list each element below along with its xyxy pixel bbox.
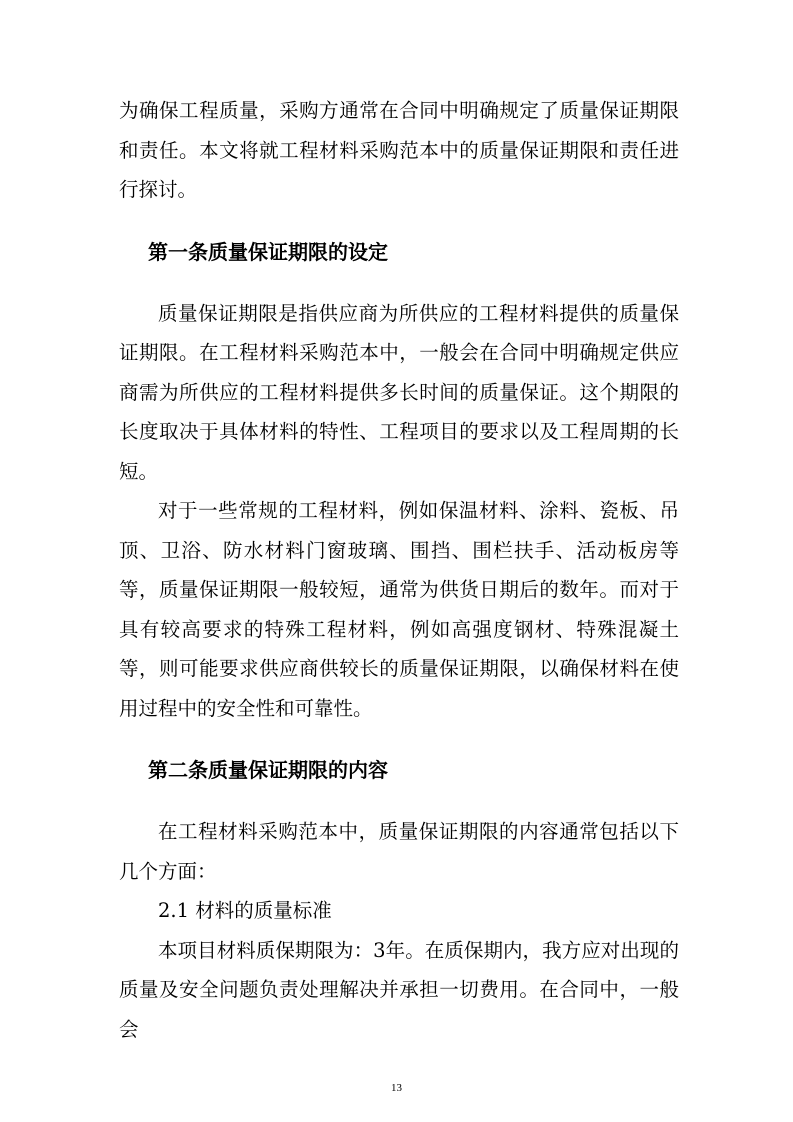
- section-heading-2: 第二条质量保证期限的内容: [148, 758, 388, 782]
- document-body: [119, 91, 679, 1049]
- section-1-paragraph-2: 对于一些常规的工程材料，例如保温材料、涂料、瓷板、吊顶、卫浴、防水材料门窗玻璃、围挡、围栏扶手、活动板房等等，质量保证期限一般较短，通常为供货日期后的数年。而对于具有较高要求的特殊工程材料，例如高强度钢材、特殊混凝土等，则可能要求供应商供较长的质量保证期限，以确保材料在使用过程中的安全性和可靠性。: [119, 499, 679, 720]
- section-2-paragraph-2: 本项目材料质保期限为：3年。在质保期内，我方应对出现的质量及安全问题负责处理解决并承担一切费用。在合同中，一般会: [119, 938, 679, 1041]
- page-number: 13: [391, 1082, 402, 1094]
- subsection-title-2-1: 2.1 材料的质量标准: [158, 899, 332, 922]
- section-heading-1: 第一条质量保证期限的设定: [148, 239, 388, 264]
- section-1-paragraph-1: 质量保证期限是指供应商为所供应的工程材料提供的质量保证期限。在工程材料采购范本中，一般会在合同中明确规定供应商需为所供应的工程材料提供多长时间的质量保证。这个期限的长度取决于具体材料的特性、工程项目的要求以及工程周期的长短。: [119, 301, 679, 483]
- intro-paragraph: 为确保工程质量，采购方通常在合同中明确规定了质量保证期限和责任。本文将就工程材料采购范本中的质量保证期限和责任进行探讨。: [119, 99, 679, 201]
- section-2-paragraph-1: 在工程材料采购范本中，质量保证期限的内容通常包括以下几个方面：: [119, 820, 679, 883]
